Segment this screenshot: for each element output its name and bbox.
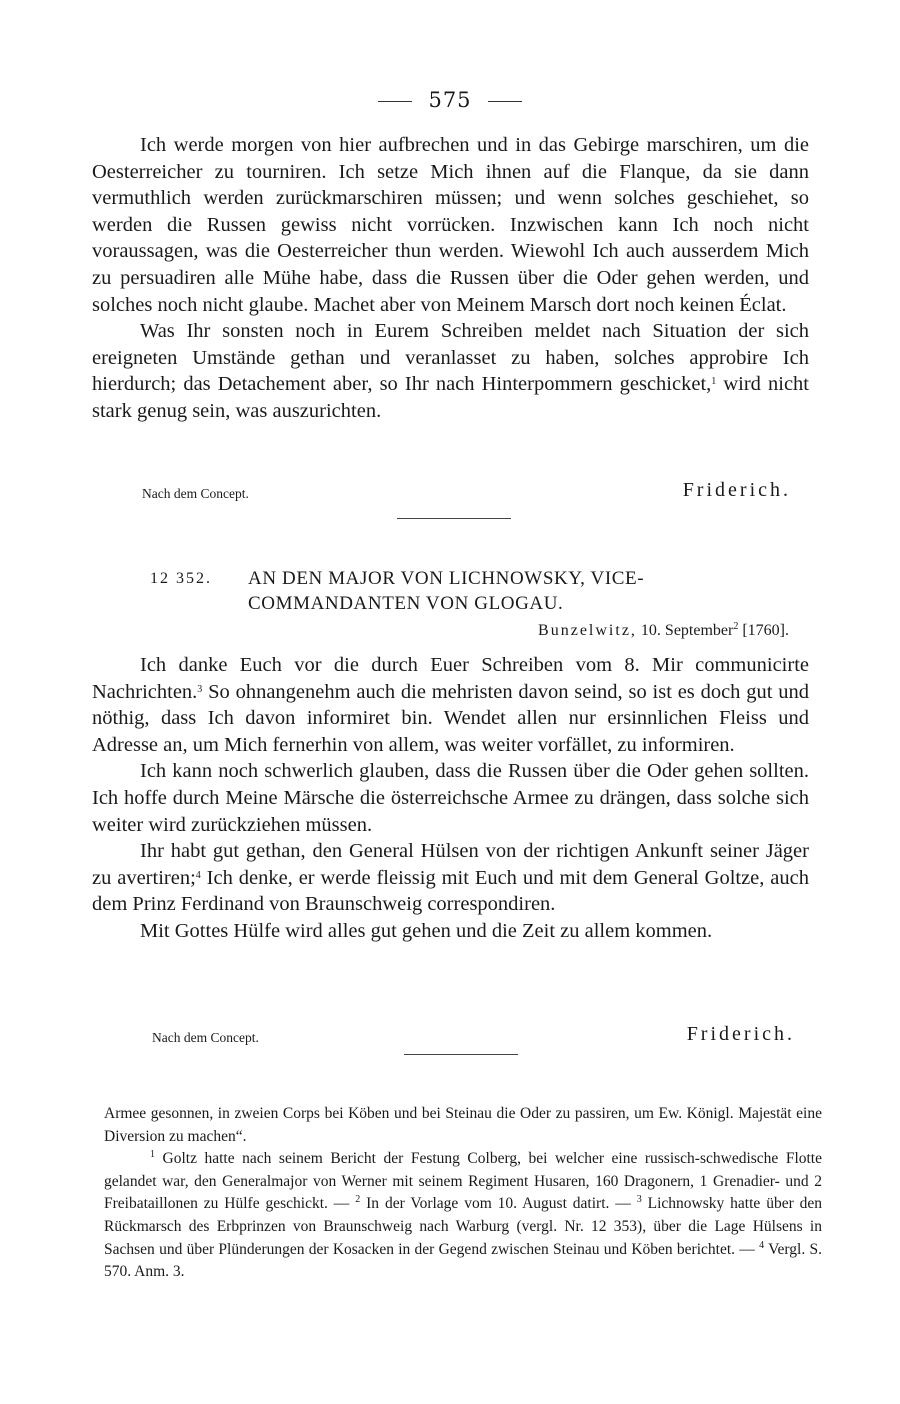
footnote-ref-4: 4 bbox=[195, 869, 201, 881]
dateline-year: [1760]. bbox=[742, 622, 789, 639]
letter2-source-note: Nach dem Concept. bbox=[152, 1030, 259, 1045]
letter2-closing bbox=[92, 1018, 809, 1048]
footnote-3-mark: 3 bbox=[636, 1194, 642, 1206]
footnote-ref-2: 2 bbox=[733, 621, 739, 632]
footnote-2: In der Vorlage vom 10. August datirt. — bbox=[366, 1195, 631, 1213]
footnote-3: Lichnowsky hatte über den Rückmarsch des Erbprinzen von Braunschweig nach Warburg (vergl. Nr. 12 353), über die Lage Hülsens in Sachsen und über Plünderungen der Kosacken in der Gegend zwischen Steinau und Köben berichtet. — bbox=[104, 1195, 823, 1258]
page-number-dash-left bbox=[378, 101, 412, 102]
letter2-heading-line2: COMMANDANTEN VON GLOGAU. bbox=[248, 593, 564, 614]
letter1-signature: Friderich. bbox=[682, 479, 791, 501]
footnote-2-mark: 2 bbox=[355, 1194, 361, 1206]
letter2-paragraph-1b: So ohnangenehm auch die mehristen davon seind, so ist es doch gut und nöthig, dass Ich davon informiret bin. Wendet allen nur ersinnlichen Fleiss und Adresse an, um Mich fernerhin von allem, was weiter vorfället, zu informiren. bbox=[92, 680, 809, 756]
footnotes bbox=[104, 1103, 822, 1284]
letter-number: 12 352. bbox=[150, 570, 212, 587]
letter1-closing bbox=[92, 474, 809, 504]
letter1-body bbox=[92, 132, 809, 425]
dateline-date: 10. September bbox=[640, 622, 734, 639]
letter2-dateline bbox=[538, 622, 789, 640]
footnote-1-mark: 1 bbox=[150, 1149, 155, 1161]
letter1-source-note: Nach dem Concept. bbox=[142, 486, 249, 501]
letter2-signature: Friderich. bbox=[686, 1023, 795, 1045]
section-divider-1 bbox=[397, 518, 511, 519]
footnote-ref-3: 3 bbox=[197, 683, 203, 695]
letter1-paragraph-2 bbox=[92, 318, 809, 424]
letter1-paragraph-2-end: wird nicht stark genug sein, was auszurichten. bbox=[92, 373, 809, 422]
page-number-text: 575 bbox=[428, 88, 472, 112]
footnote-4-mark: 4 bbox=[759, 1239, 765, 1251]
letter1-paragraph-2-text: Was Ihr sonsten noch in Eurem Schreiben meldet nach Situation der sich ereigneten Umstände gethan und veranlasset zu haben, solches approbire Ich hierdurch; das Detachement aber, so Ihr nach Hinterpommern geschicket, bbox=[92, 320, 809, 396]
letter2-paragraph-4: Mit Gottes Hülfe wird alles gut gehen und die Zeit zu allem kommen. bbox=[140, 919, 713, 942]
letter2-paragraph-3a: Ihr habt gut gethan, den General Hülsen von der richtigen Ankunft seiner Jäger zu avertiren; bbox=[92, 840, 809, 889]
letter2-paragraph-3 bbox=[92, 838, 809, 918]
footnote-block bbox=[104, 1148, 822, 1284]
page-number-dash-right bbox=[488, 101, 522, 102]
letter2-paragraph-1a: Ich danke Euch vor die durch Euer Schreiben vom 8. Mir communicirte Nachrichten. bbox=[92, 654, 809, 703]
letter2-paragraph-2: Ich kann noch schwerlich glauben, dass die Russen über die Oder gehen sollten. Ich hoffe durch Meine Märsche die österreichsche Armee zu drängen, dass solche sich weiter wird zurückziehen müssen. bbox=[92, 760, 809, 836]
page-number bbox=[0, 88, 900, 112]
letter2-heading-line1: AN DEN MAJOR VON LICHNOWSKY, VICE- bbox=[248, 568, 645, 589]
footnote-1: Goltz hatte nach seinem Bericht der Festung Colberg, bei welcher eine russisch-schwedische Flotte gelandet war, den Generalmajor von Werner mit seinem Regiment Husaren, 160 Dragonern, 1 Grenadier- und 2 Freibataillonen zu Hülfe geschickt. — bbox=[104, 1150, 822, 1213]
footnote-4: Vergl. S. 570. Anm. 3. bbox=[104, 1240, 822, 1281]
letter2-paragraph-1 bbox=[92, 652, 809, 758]
footnote-ref-1: 1 bbox=[711, 376, 717, 388]
letter2-body bbox=[92, 652, 809, 945]
letter2-paragraph-3b: Ich denke, er werde fleissig mit Euch und mit dem General Goltze, auch dem Prinz Ferdinand von Braunschweig correspondiren. bbox=[92, 866, 809, 916]
footnote-carryover: Armee gesonnen, in zweien Corps bei Köben und bei Steinau die Oder zu passiren, um Ew. Königl. Majestät eine Diversion zu machen“. bbox=[104, 1105, 822, 1145]
section-divider-2 bbox=[404, 1054, 518, 1055]
letter1-paragraph-1: Ich werde morgen von hier aufbrechen und in das Gebirge marschiren, um die Oesterreicher zu tourniren. Ich setze Mich ihnen auf die Flanque, da sie dann vermuthlich werden zurückmarschiren müssen; und wenn solches geschiehet, so werden die Russen gewiss nicht vorrücken. Inzwischen kann Ich noch nicht voraussagen, was die Oesterreicher thun werden. Wiewohl Ich auch ausserdem Mich zu persuadiren alle Mühe habe, dass die Russen über die Oder gehen werden, und solches noch nicht glaube. Machet aber von Meinem Marsch dort noch keinen Éclat. bbox=[92, 134, 809, 316]
dateline-place: Bunzelwitz, bbox=[538, 622, 637, 639]
